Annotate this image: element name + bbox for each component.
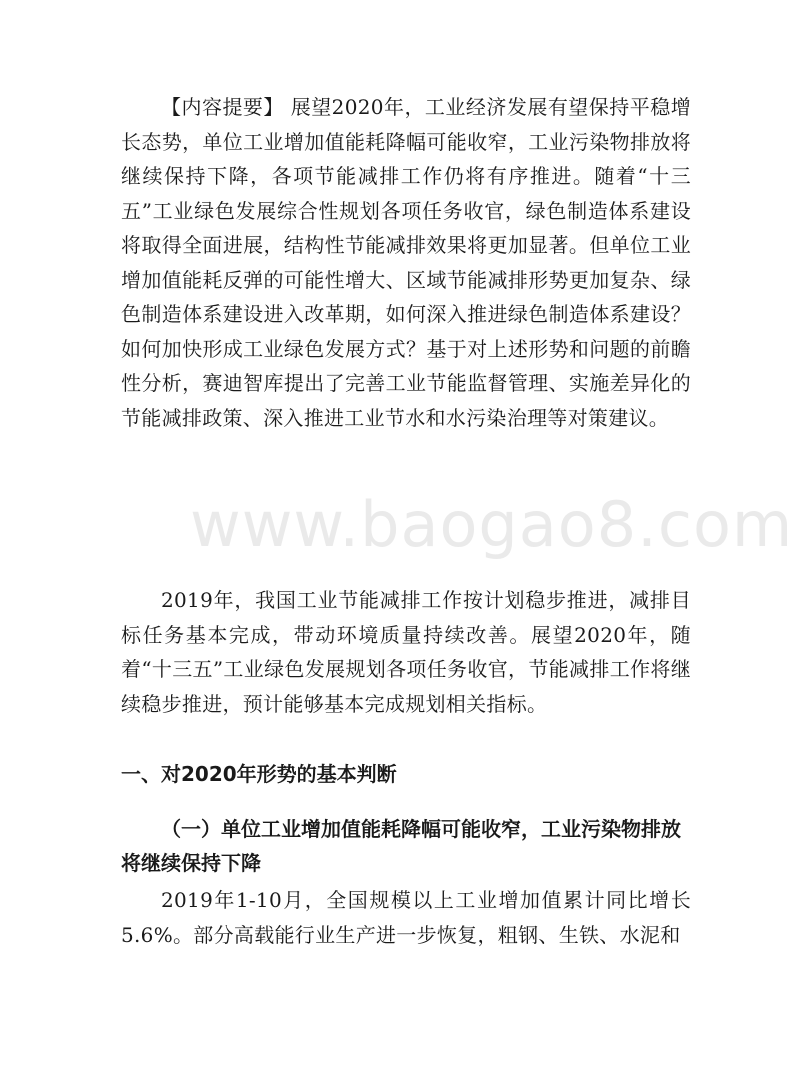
subsection-heading: （一）单位工业增加值能耗降幅可能收窄，工业污染物排放将继续保持下降 [121, 817, 681, 875]
intro-paragraph: 2019年，我国工业节能减排工作按计划稳步推进，减排目标任务基本完成，带动环境质量持续改善。展望2020年，随着“十三五”工业绿色发展规划各项任务收官，节能减排工作将继续稳步推进，预计能够基本完成规划相关指标。 [121, 588, 691, 716]
abstract-paragraph: 【内容提要】 展望2020年，工业经济发展有望保持平稳增长态势，单位工业增加值能耗降幅可能收窄，工业污染物排放将继续保持下降，各项节能减排工作仍将有序推进。随着“十三五”工业绿色发展综合性规划各项任务收官，绿色制造体系建设将取得全面进展，结构性节能减排效果将更加显著。但单位工业增加值能耗反弹的可能性增大、区域节能减排形势更加复杂、绿色制造体系建设进入改革期，如何深入推进绿色制造体系建设？ 如何加快形成工业绿色发展方式？基于对上述形势和问题的前瞻性分析，赛迪智库提出了完善工业节能监督管理、实施差异化的节能减排政策、深入推进工业节水和水污染治理等对策建议。 [121, 95, 691, 430]
section-heading: 一、对2020年形势的基本判断 [121, 762, 397, 786]
watermark: www.baogao8.com [190, 488, 794, 561]
subsection-body-paragraph: 2019年1-10月，全国规模以上工业增加值累计同比增长5.6%。部分高载能行业生产进一步恢复，粗钢、生铁、水泥和 [121, 888, 691, 947]
